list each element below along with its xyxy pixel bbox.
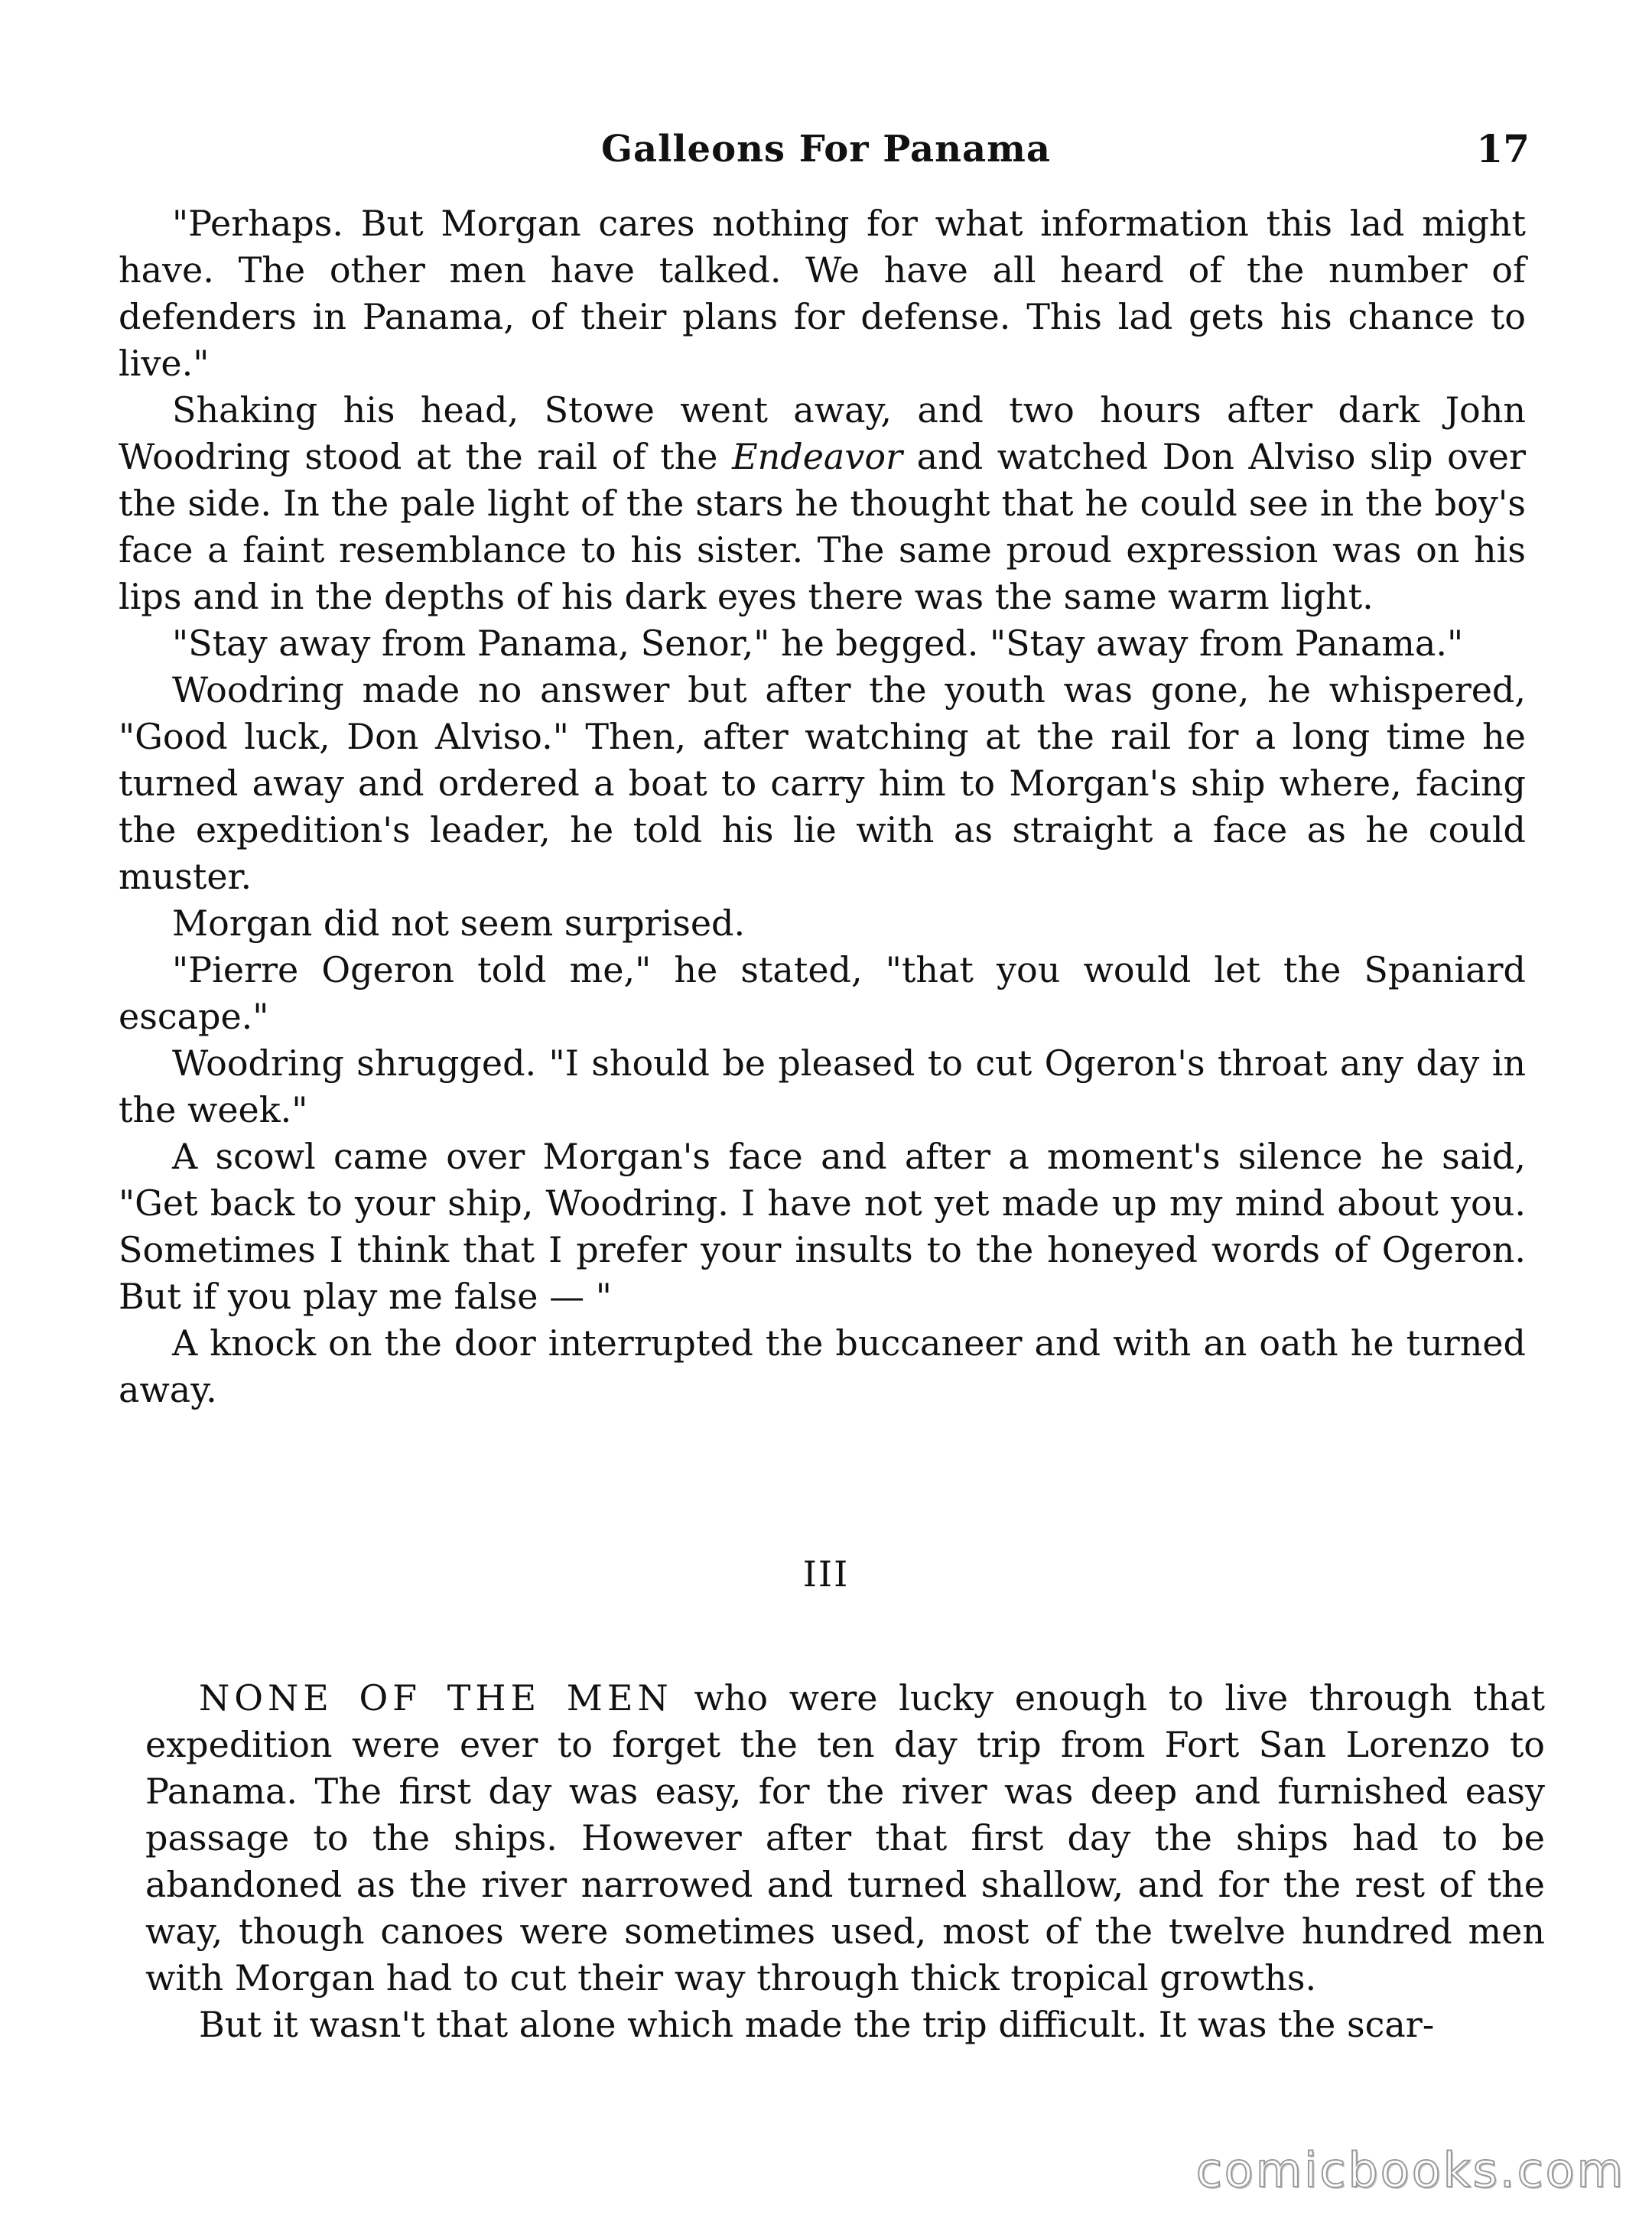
paragraph-text: and watched Don Alviso slip over the side. In the pale light of the stars he thought that he could see in the boy's face a faint resemblance to his sister. The same proud expression was on his lips and in the depths of his dark eyes there was the same warm light. [119, 436, 1527, 617]
paragraph: A knock on the door interrupted the buccaneer and with an oath he turned away. [119, 1322, 1526, 1410]
section-heading: III [802, 1553, 850, 1595]
page-number: 17 [1476, 126, 1530, 171]
body-text-top [119, 200, 1526, 1413]
paragraph [119, 387, 1526, 620]
paragraph: But it wasn't that alone which made the trip difficult. It was the scar- [199, 2004, 1435, 2045]
paragraph: Morgan did not seem surprised. [172, 902, 746, 944]
paragraph: Woodring shrugged. "I should be pleased to cut Ogeron's throat any day in the week." [119, 1042, 1526, 1130]
paragraph-text: who were lucky enough to live through that expedition were ever to forget the ten day trip from Fort San Lorenzo to Panama. The first day was easy, for the river was deep and furnished easy passage to the ships. However after that first day the ships had to be abandoned as the river narrowed and turned shallow, and for the rest of the way, though canoes were sometimes used, most of the twelve hundred men with Morgan had to cut their way through thick tropical growths. [145, 1677, 1545, 1998]
paragraph: "Pierre Ogeron told me," he stated, "that you would let the Spaniard escape." [119, 949, 1526, 1037]
paragraph: "Stay away from Panama, Senor," he begged. "Stay away from Panama." [172, 623, 1464, 664]
body-text-bottom [145, 1675, 1545, 2048]
paragraph: Woodring made no answer but after the youth was gone, he whispered, "Good luck, Don Alviso." Then, after watching at the rail for a long time he turned away and ordered a boat to carry him to Morgan's ship where, facing the expedition's leader, he told his lie with as straight a face as he could muster. [119, 669, 1526, 897]
lead-caps: NONE OF THE MEN [199, 1677, 673, 1719]
paragraph-text: Shaking his head, Stowe went away, and two hours after dark John Woodring stood at the rail of the [119, 389, 1526, 477]
watermark-logo: comicbooks.com [1195, 2142, 1625, 2198]
paragraph: "Perhaps. But Morgan cares nothing for what information this lad might have. The other men have talked. We have all heard of the number of defenders in Panama, of their plans for defense. This lad gets his chance to live." [119, 203, 1526, 384]
ship-name: Endeavor [732, 436, 903, 477]
running-title: Galleons For Panama [600, 128, 1051, 171]
paragraph: A scowl came over Morgan's face and after a moment's silence he said, "Get back to your ship, Woodring. I have not yet made up my mind about you. Sometimes I think that I prefer your insults to the honeyed words of Ogeron. But if you play me false — " [119, 1136, 1526, 1317]
page-header [0, 122, 1652, 176]
paragraph [145, 1675, 1545, 2002]
